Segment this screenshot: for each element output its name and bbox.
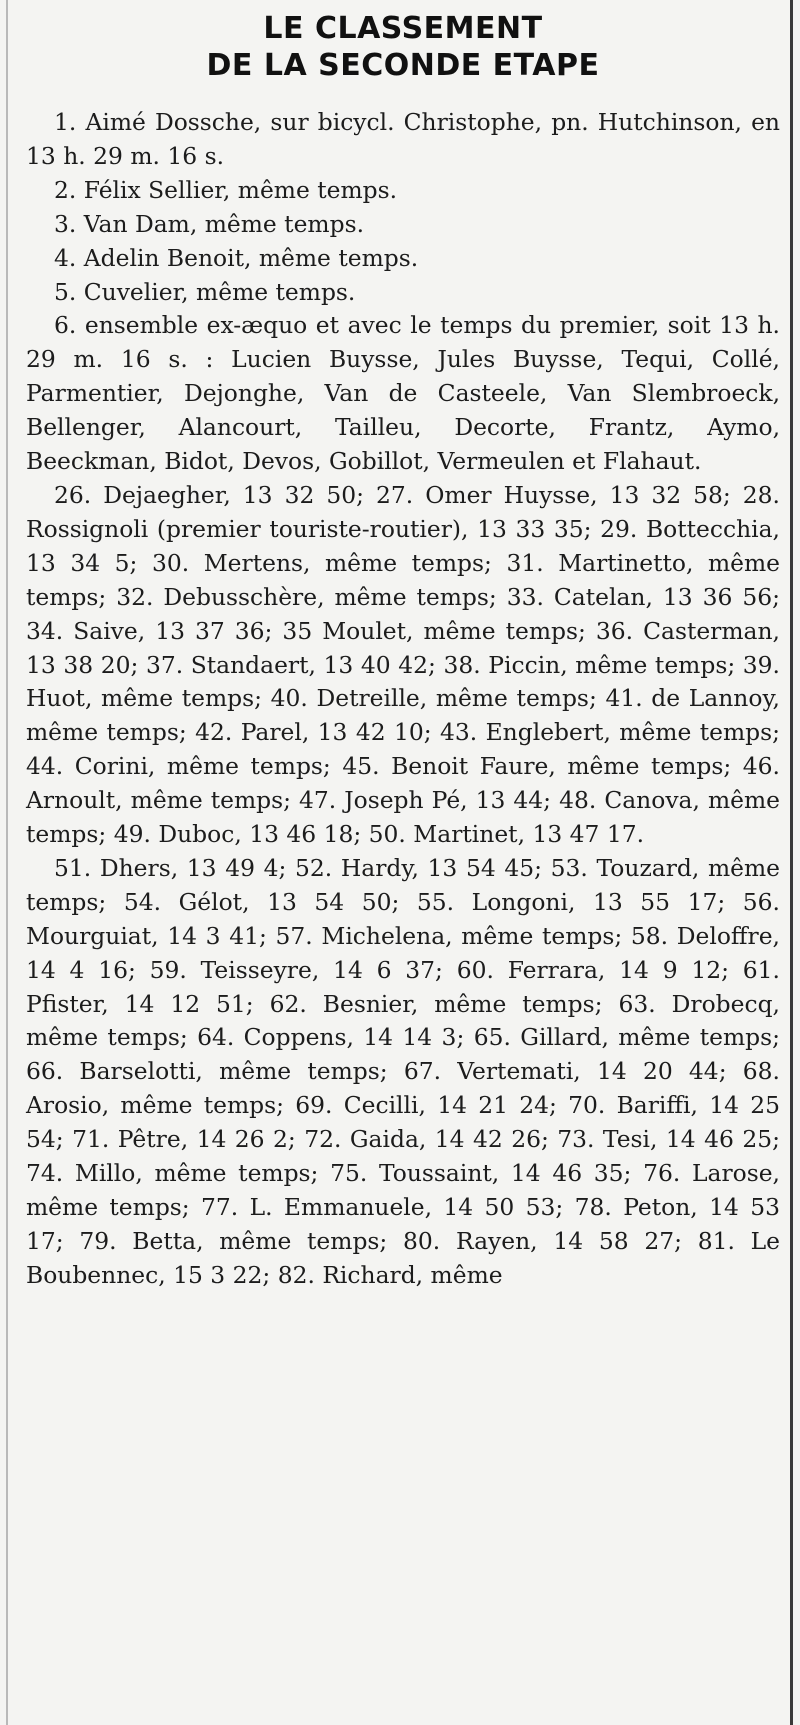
column-rule-left	[6, 0, 8, 1725]
ranking-entry-2: 2. Félix Sellier, même temps.	[54, 175, 398, 204]
ranking-entry-1: 1. Aimé Dossche, sur bicycl. Christophe, pn. Hutchinson, en 13 h. 29 m. 16 s.	[26, 108, 780, 170]
ranking-entry-6: 6. ensemble ex-æquo et avec le temps du premier, soit 13 h. 29 m. 16 s. : Lucien Buysse, Jules Buysse, Tequi, Collé, Parmentier, Dejonghe, Van de Casteele, Van Slembroeck, Bellenger, Alancourt, Tailleu, Decorte, Frantz, Aymo, Beeckman, Bidot, Devos, Gobillot, Vermeulen et Flahaut.	[26, 311, 780, 476]
ranking-paragraph-51-82: 51. Dhers, 13 49 4; 52. Hardy, 13 54 45; 53. Touzard, même temps; 54. Gélot, 13 54 50; 55. Longoni, 13 55 17; 56. Mourguiat, 14 3 41; 57. Michelena, même temps; 58. Deloffre, 14 4 16; 59. Teisseyre, 14 6 37; 60. Ferrara, 14 9 12; 61. Pfister, 14 12 51; 62. Besnier, même temps; 63. Drobecq, même temps; 64. Coppens, 14 14 3; 65. Gillard, même temps; 66. Barselotti, même temps; 67. Vertemati, 14 20 44; 68. Arosio, même temps; 69. Cecilli, 14 21 24; 70. Bariffi, 14 25 54; 71. Pêtre, 14 26 2; 72. Gaida, 14 42 26; 73. Tesi, 14 46 25; 74. Millo, même temps; 75. Toussaint, 14 46 35; 76. Larose, même temps; 77. L. Emmanuele, 14 50 53; 78. Peton, 14 53 17; 79. Betta, même temps; 80. Rayen, 14 58 27; 81. Le Boubennec, 15 3 22; 82. Richard, même	[26, 853, 780, 1289]
article-body	[26, 106, 780, 1293]
ranking-entry-4: 4. Adelin Benoit, même temps.	[54, 243, 419, 272]
headline-line-2: DE LA SECONDE ETAPE	[206, 48, 600, 83]
ranking-paragraph-26-50: 26. Dejaegher, 13 32 50; 27. Omer Huysse, 13 32 58; 28. Rossignoli (premier touriste-routier), 13 33 35; 29. Bottecchia, 13 34 5; 30. Mertens, même temps; 31. Martinetto, même temps; 32. Debusschère, même temps; 33. Catelan, 13 36 56; 34. Saive, 13 37 36; 35 Moulet, même temps; 36. Casterman, 13 38 20; 37. Standaert, 13 40 42; 38. Piccin, même temps; 39. Huot, même temps; 40. Detreille, même temps; 41. de Lannoy, même temps; 42. Parel, 13 42 10; 43. Englebert, même temps; 44. Corini, même temps; 45. Benoit Faure, même temps; 46. Arnoult, même temps; 47. Joseph Pé, 13 44; 48. Canova, même temps; 49. Duboc, 13 46 18; 50. Martinet, 13 47 17.	[26, 480, 780, 849]
ranking-entry-5: 5. Cuvelier, même temps.	[54, 277, 356, 306]
column-rule-right	[790, 0, 793, 1725]
headline-line-1: LE CLASSEMENT	[263, 11, 543, 46]
headline	[26, 10, 780, 84]
ranking-entry-3: 3. Van Dam, même temps.	[54, 209, 365, 238]
article	[26, 10, 780, 1293]
